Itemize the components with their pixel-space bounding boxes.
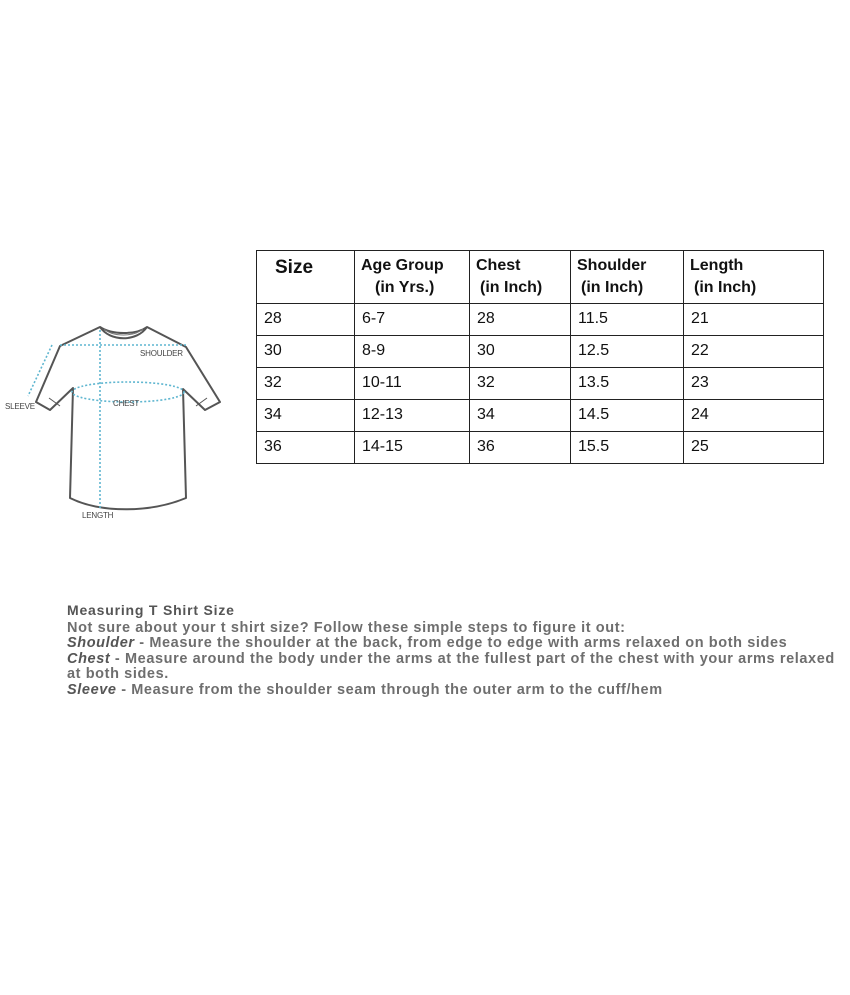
header-label: Length: [690, 257, 744, 274]
header-label: Shoulder: [577, 257, 647, 274]
cell-size: 28: [257, 304, 355, 336]
cell-length: 23: [684, 368, 824, 400]
size-chart-table: [256, 250, 824, 464]
header-size: [257, 251, 355, 304]
cell-length: 24: [684, 400, 824, 432]
table-row: [257, 400, 824, 432]
cell-shoulder: 11.5: [571, 304, 684, 336]
cell-length: 25: [684, 432, 824, 464]
cell-chest: 34: [470, 400, 571, 432]
cell-shoulder: 13.5: [571, 368, 684, 400]
table-row: [257, 368, 824, 400]
cell-age-group: 14-15: [355, 432, 470, 464]
shoulder-label: SHOULDER: [140, 349, 183, 358]
cell-age-group: 8-9: [355, 336, 470, 368]
guide-term: Shoulder: [67, 635, 135, 652]
sleeve-label: SLEEVE: [5, 402, 35, 411]
tshirt-illustration: [0, 318, 230, 528]
header-label: Size: [275, 257, 314, 278]
table-header-row: [257, 251, 824, 304]
cell-age-group: 10-11: [355, 368, 470, 400]
cell-chest: 32: [470, 368, 571, 400]
header-unit: (in Inch): [581, 279, 644, 296]
header-length: [684, 251, 824, 304]
tshirt-outline: [36, 327, 220, 509]
header-shoulder: [571, 251, 684, 304]
header-unit: (in Yrs.): [375, 279, 435, 296]
guide-item-shoulder: [67, 636, 847, 652]
table-row: [257, 432, 824, 464]
header-age-group: [355, 251, 470, 304]
guide-item-sleeve: [67, 683, 847, 699]
cell-age-group: 6-7: [355, 304, 470, 336]
cell-chest: 28: [470, 304, 571, 336]
guide-term: Sleeve: [67, 681, 117, 698]
cell-shoulder: 14.5: [571, 400, 684, 432]
header-label: Age Group: [361, 257, 444, 274]
guide-item-chest: [67, 652, 847, 683]
table-row: [257, 336, 824, 368]
length-label: LENGTH: [82, 511, 114, 520]
chest-label: CHEST: [113, 399, 140, 408]
guide-title: Measuring T Shirt Size: [67, 602, 235, 618]
cell-age-group: 12-13: [355, 400, 470, 432]
header-label: Chest: [476, 257, 521, 274]
header-chest: [470, 251, 571, 304]
table-row: [257, 304, 824, 336]
cell-size: 34: [257, 400, 355, 432]
cell-shoulder: 15.5: [571, 432, 684, 464]
guide-intro: Not sure about your t shirt size? Follow these simple steps to figure it out:: [67, 619, 626, 636]
guide-text: - Measure from the shoulder seam through the outer arm to the cuff/hem: [116, 681, 663, 698]
guide-text: - Measure the shoulder at the back, from edge to edge with arms relaxed on both sides: [134, 635, 788, 652]
guide-text: - Measure around the body under the arms at the fullest part of the chest with your arms relaxed at both sides.: [67, 650, 835, 683]
cell-size: 30: [257, 336, 355, 368]
cell-size: 32: [257, 368, 355, 400]
cell-length: 22: [684, 336, 824, 368]
guide-term: Chest: [67, 650, 111, 667]
header-unit: (in Inch): [694, 279, 757, 296]
cell-shoulder: 12.5: [571, 336, 684, 368]
header-unit: (in Inch): [480, 279, 543, 296]
cell-chest: 36: [470, 432, 571, 464]
tshirt-diagram: [0, 318, 230, 528]
cell-chest: 30: [470, 336, 571, 368]
cell-length: 21: [684, 304, 824, 336]
cell-size: 36: [257, 432, 355, 464]
measuring-guide: [67, 603, 847, 699]
